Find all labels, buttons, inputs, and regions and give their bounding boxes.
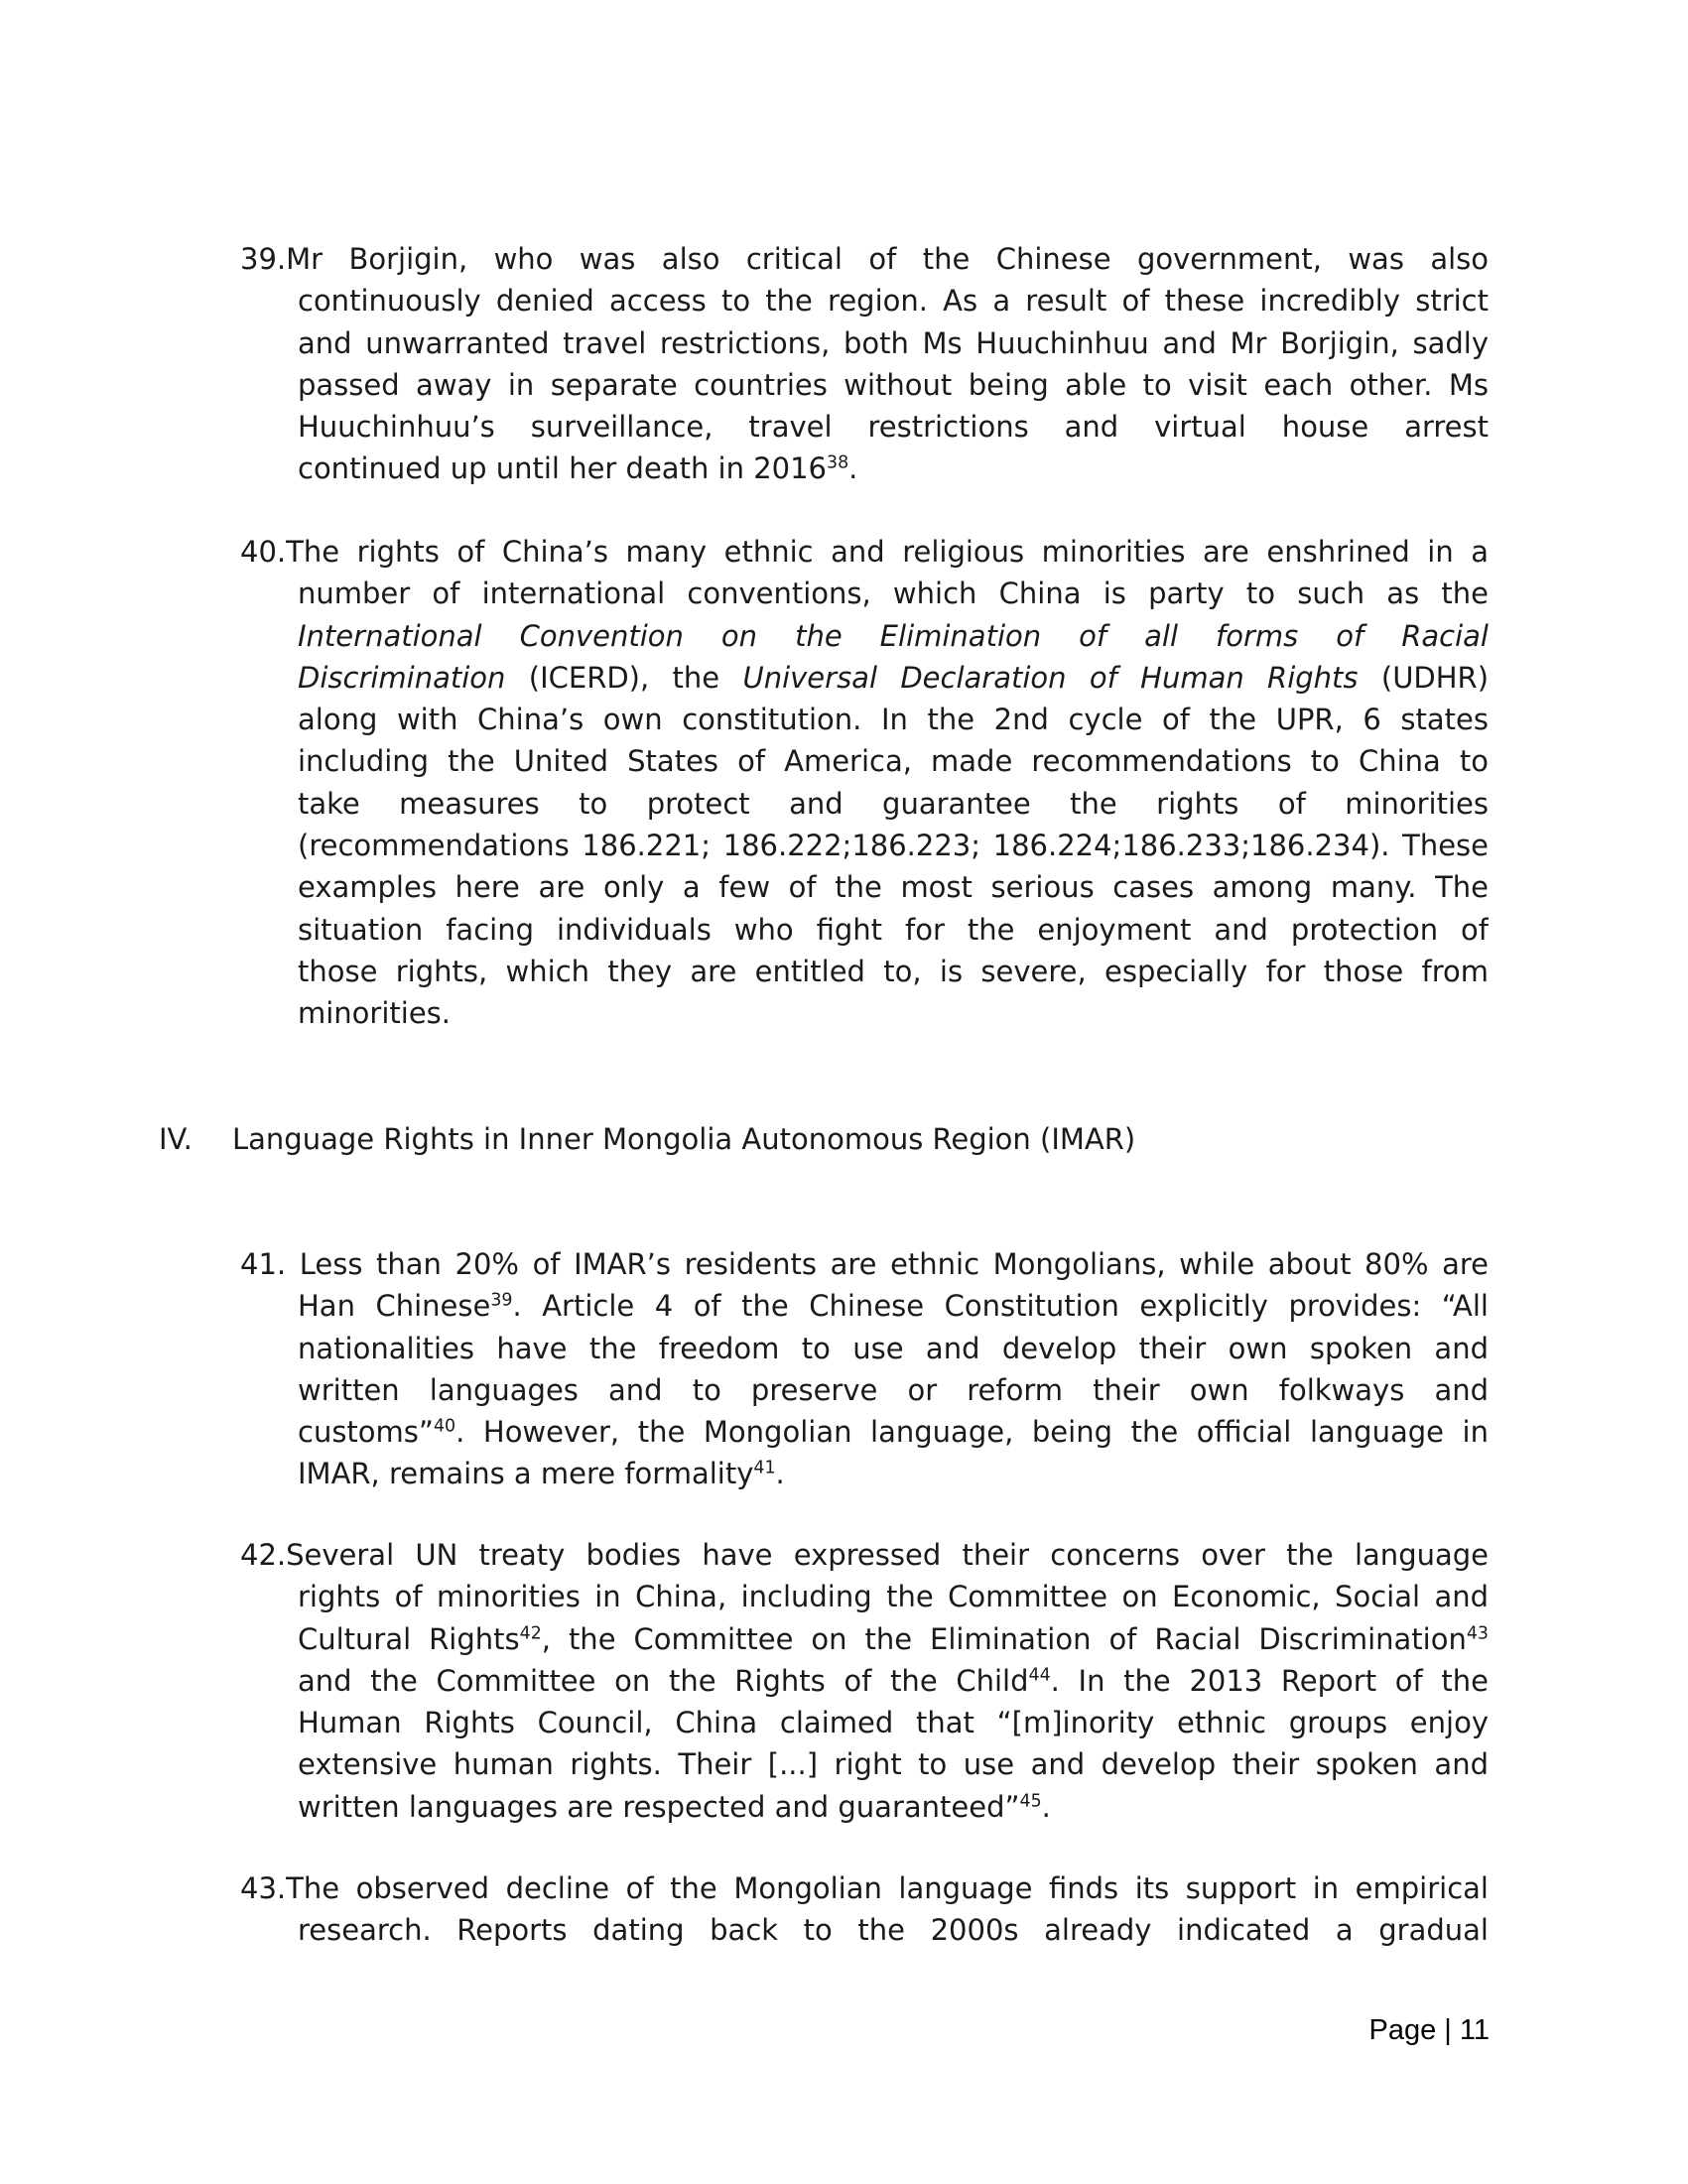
- page-number: Page | 11: [1368, 2014, 1490, 2046]
- footnote-ref: 44: [1028, 1665, 1051, 1686]
- paragraph-40: 40.The rights of China’s many ethnic and religious minorities are enshrined in a number of international conventions, which China is party to such as the International Convention on the Elimination of all forms of Racial Discrimination (ICERD), the Universal Declaration of Human Rights (UDHR) along with China’s own constitution. In the 2nd cycle of the UPR, 6 states including the United States of America, made recommendations to China to take measures to protect and guarantee the rights of minorities (recommendations 186.221; 186.222;186.223; 186.224;186.233;186.234). These examples here are only a few of the most serious cases among many. The situation facing individuals who fight for the enjoyment and protection of those rights, which they are entitled to, is severe, especially for those from minorities.: [240, 531, 1489, 1035]
- paragraph-number: 39.: [240, 242, 287, 276]
- section-title: Language Rights in Inner Mongolia Autonomous Region (IMAR): [232, 1122, 1136, 1156]
- declaration-title: Universal Declaration of Human Rights: [742, 660, 1359, 695]
- footnote-ref: 45: [1019, 1791, 1042, 1812]
- paragraph-41: 41. Less than 20% of IMAR’s residents are ethnic Mongolians, while about 80% are Han Chinese$^{39}$. Article 4 of the Chinese Constitution explicitly provides: “All nationalities have the freedom to use and develop their own spoken and written languages and to preserve or reform their own folkways and customs”$^{40}$. However, the Mongolian language, being the official language in IMAR, remains a mere formality$^{41}$.: [240, 1243, 1489, 1495]
- paragraph-39: 39.Mr Borjigin, who was also critical of the Chinese government, was also continuously denied access to the region. As a result of these incredibly strict and unwarranted travel restrictions, both Ms Huuchinhuu and Mr Borjigin, sadly passed away in separate countries without being able to visit each other. Ms Huuchinhuu’s surveillance, travel restrictions and virtual house arrest continued up until her death in 2016$^{38}$.: [240, 238, 1489, 490]
- footnote-ref: 41: [753, 1458, 776, 1478]
- convention-title: International Convention on the Elimination of all forms of Racial: [298, 618, 1489, 653]
- paragraph-42: 42.Several UN treaty bodies have expressed their concerns over the language rights of minorities in China, including the Committee on Economic, Social and Cultural Rights$^{42}$, the Committee on the Elimination of Racial Discrimination$^{43}$ and the Committee on the Rights of the Child$^{44}$. In the 2013 Report of the Human Rights Council, China claimed that “[m]inority ethnic groups enjoy extensive human rights. Their [...] right to use and develop their spoken and written languages are respected and guaranteed”$^{45}$.: [240, 1534, 1489, 1828]
- footnote-ref: 38: [827, 452, 849, 473]
- convention-title: Discrimination: [298, 660, 506, 695]
- footnote-ref: 42: [519, 1622, 542, 1643]
- paragraph-number: 42.: [240, 1538, 287, 1572]
- paragraph-number: 41.: [240, 1247, 287, 1281]
- paragraph-number: 43.: [240, 1871, 287, 1905]
- section-heading: [159, 1119, 1135, 1159]
- footnote-ref: 40: [433, 1416, 456, 1437]
- footnote-ref: 43: [1466, 1622, 1489, 1643]
- paragraph-number: 40.: [240, 535, 287, 569]
- section-number: IV.: [159, 1122, 193, 1156]
- footnote-ref: 39: [490, 1290, 513, 1311]
- paragraph-43: 43.The observed decline of the Mongolian language finds its support in empirical research. Reports dating back to the 2000s already indicated a gradual: [240, 1867, 1489, 1952]
